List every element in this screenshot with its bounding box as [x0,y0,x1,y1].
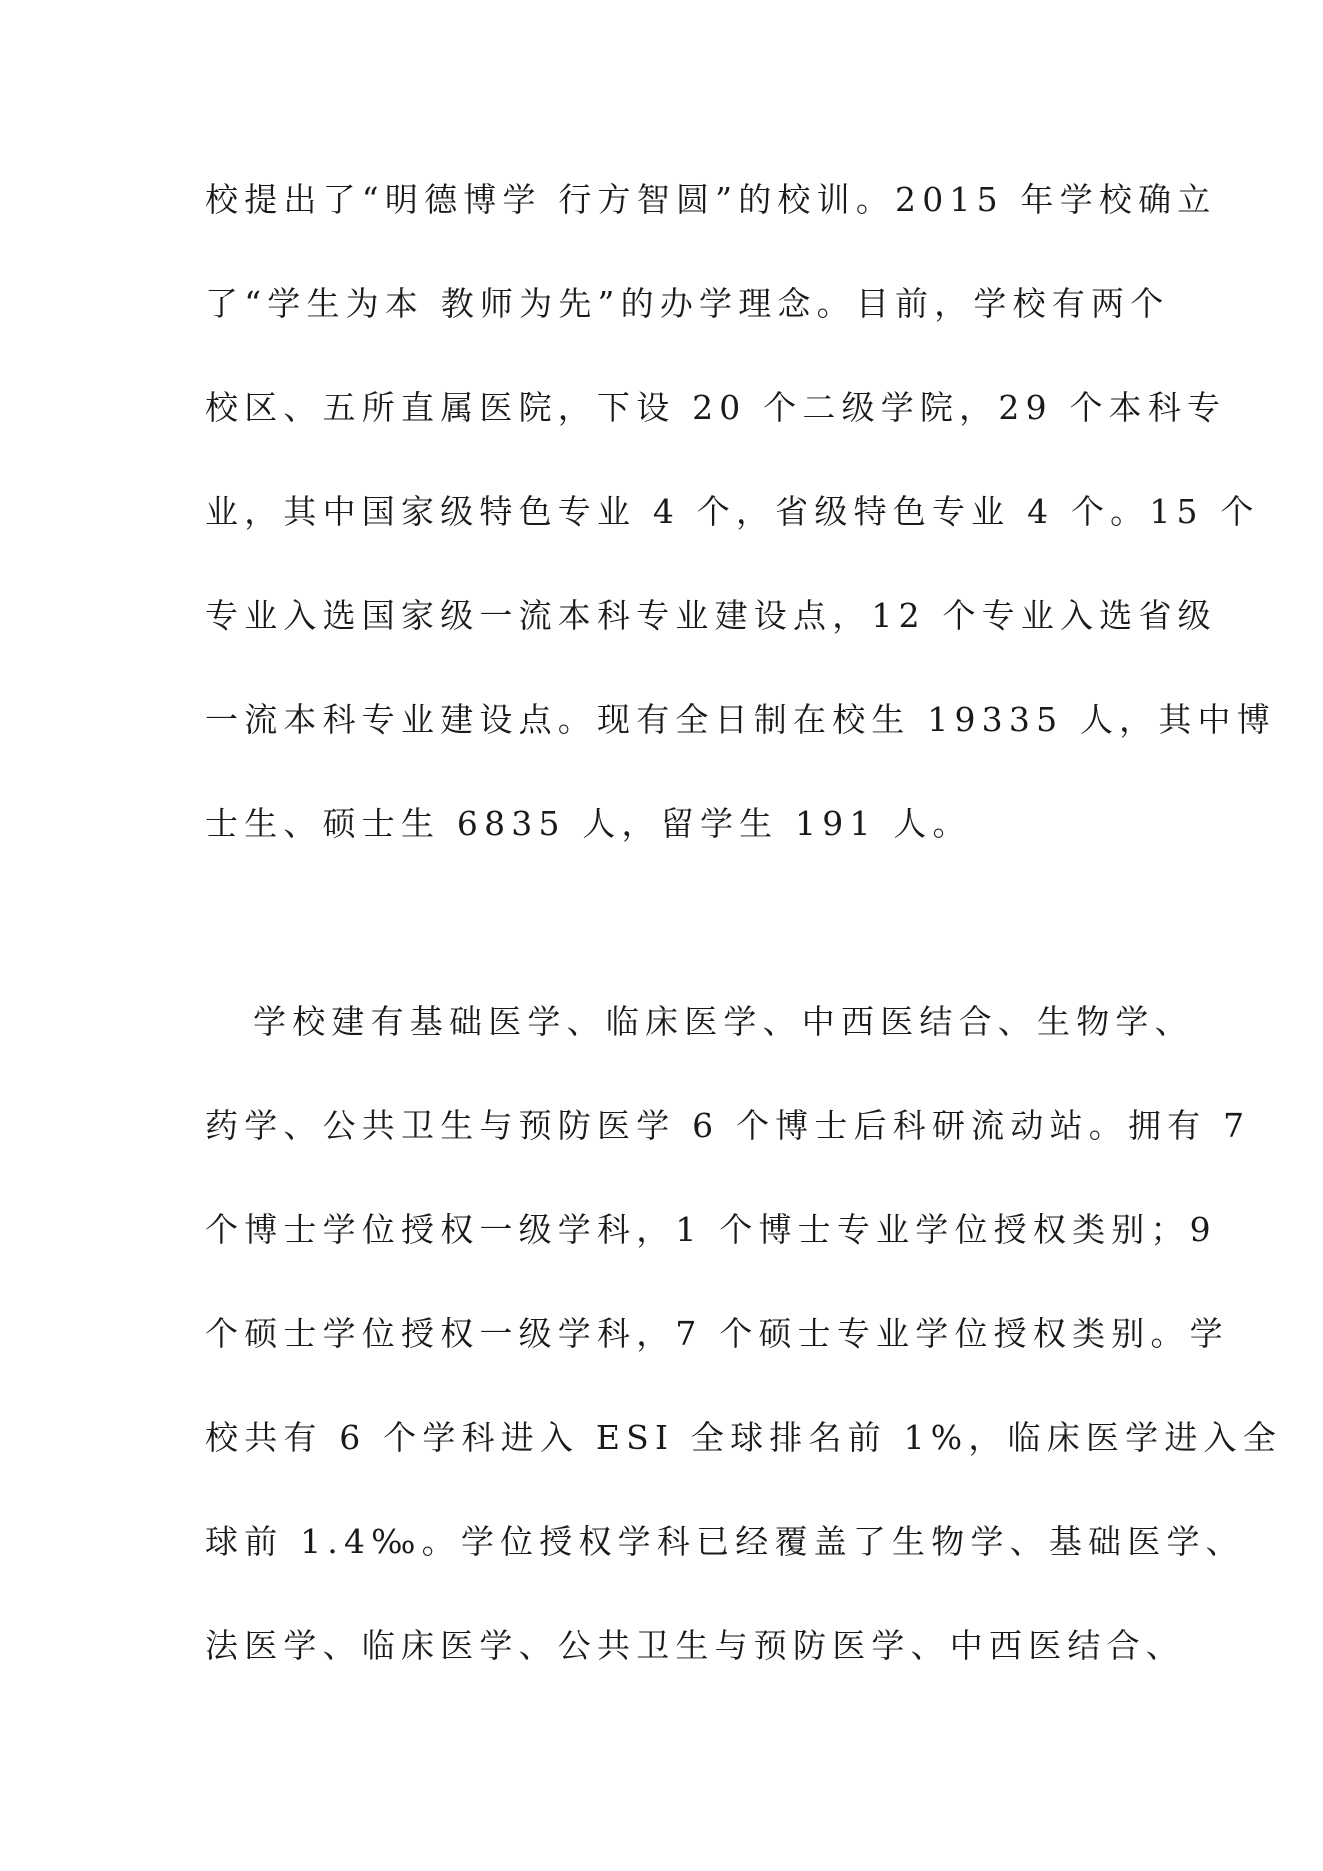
text-line: 个硕士学位授权一级学科，7 个硕士专业学位授权类别。学 [205,1314,1229,1353]
text-line: 校共有 6 个学科进入 ESI 全球排名前 1%，临床医学进入全 [205,1418,1282,1457]
text-line: 业，其中国家级特色专业 4 个，省级特色专业 4 个。15 个 [205,492,1260,531]
text-line: 校区、五所直属医院，下设 20 个二级学院，29 个本科专 [205,388,1227,427]
text-line: 个博士学位授权一级学科，1 个博士专业学位授权类别；9 [205,1210,1217,1249]
text-line: 法医学、临床医学、公共卫生与预防医学、中西医结合、 [205,1626,1185,1665]
text-line: 球前 1.4‰。学位授权学科已经覆盖了生物学、基础医学、 [205,1522,1245,1561]
text-line: 士生、硕士生 6835 人，留学生 191 人。 [205,804,972,843]
paragraph [205,970,1282,1698]
text-line: 药学、公共卫生与预防医学 6 个博士后科研流动站。拥有 7 [205,1106,1251,1145]
text-line: 一流本科专业建设点。现有全日制在校生 19335 人，其中博 [205,700,1276,739]
text-line: 学校建有基础医学、临床医学、中西医结合、生物学、 [253,1002,1194,1041]
paragraph [205,148,1276,876]
text-line: 专业入选国家级一流本科专业建设点，12 个专业入选省级 [205,596,1217,635]
text-line: 了“学生为本 教师为先”的办学理念。目前，学校有两个 [205,284,1170,323]
text-line: 校提出了“明德博学 行方智圆”的校训。2015 年学校确立 [205,180,1217,219]
